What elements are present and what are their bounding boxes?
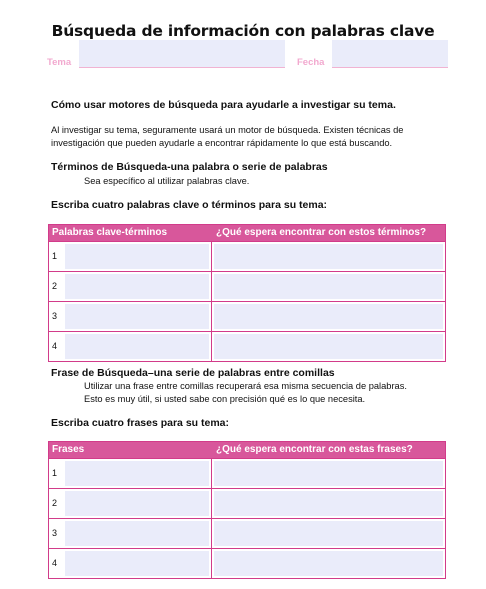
- tema-field[interactable]: [79, 40, 285, 68]
- keyword-input[interactable]: [65, 244, 209, 269]
- table-row: [49, 518, 445, 548]
- header-phrases: Frases: [52, 444, 85, 455]
- keyword-input[interactable]: [65, 334, 209, 359]
- fecha-label: Fecha: [297, 57, 325, 68]
- expectation-input[interactable]: [214, 551, 443, 576]
- column-divider: [211, 332, 212, 361]
- row-number: 4: [52, 341, 58, 351]
- column-divider: [211, 489, 212, 518]
- table-row: [49, 488, 445, 518]
- intro-line-2: investigación que pueden ayudarle a encontrar rápidamente lo que está buscando.: [51, 138, 393, 148]
- keyword-input[interactable]: [65, 274, 209, 299]
- intro-line-1: Al investigar su tema, seguramente usará un motor de búsqueda. Existen técnicas de: [51, 125, 404, 135]
- row-number: 3: [52, 528, 58, 538]
- column-divider: [211, 459, 212, 488]
- fecha-field[interactable]: [332, 40, 448, 68]
- table-row: [49, 548, 445, 578]
- row-number: 2: [52, 498, 58, 508]
- expectation-input[interactable]: [214, 244, 443, 269]
- table-row: [49, 331, 445, 361]
- column-divider: [211, 242, 212, 271]
- expectation-input[interactable]: [214, 521, 443, 546]
- header-expectation: ¿Qué espera encontrar con estas frases?: [216, 444, 413, 455]
- header-expectation: ¿Qué espera encontrar con estos términos?: [216, 227, 427, 238]
- column-divider: [211, 549, 212, 578]
- expectation-input[interactable]: [214, 491, 443, 516]
- phrases-table: [48, 441, 446, 579]
- expectation-input[interactable]: [214, 304, 443, 329]
- row-number: 1: [52, 468, 58, 478]
- row-number: 3: [52, 311, 58, 321]
- intro-heading: Cómo usar motores de búsqueda para ayudarle a investigar su tema.: [51, 99, 396, 111]
- table-header: [49, 442, 445, 458]
- expectation-input[interactable]: [214, 274, 443, 299]
- phrase-input[interactable]: [65, 491, 209, 516]
- expectation-input[interactable]: [214, 334, 443, 359]
- table-row: [49, 458, 445, 488]
- page-title: Búsqueda de información con palabras clave: [51, 22, 435, 40]
- table-row: [49, 301, 445, 331]
- column-divider: [211, 519, 212, 548]
- table-row: [49, 271, 445, 301]
- header-keywords: Palabras clave-términos: [52, 227, 168, 238]
- section1-text: Sea específico al utilizar palabras clave.: [84, 176, 250, 186]
- table-row: [49, 241, 445, 271]
- section2-text-1: Utilizar una frase entre comillas recuperará esa misma secuencia de palabras.: [84, 381, 407, 391]
- column-divider: [211, 272, 212, 301]
- row-number: 2: [52, 281, 58, 291]
- row-number: 1: [52, 251, 58, 261]
- row-number: 4: [52, 558, 58, 568]
- section2-prompt: Escriba cuatro frases para su tema:: [51, 417, 229, 429]
- table-header: [49, 225, 445, 241]
- phrase-input[interactable]: [65, 461, 209, 486]
- phrase-input[interactable]: [65, 551, 209, 576]
- keyword-input[interactable]: [65, 304, 209, 329]
- phrase-input[interactable]: [65, 521, 209, 546]
- tema-label: Tema: [47, 57, 72, 68]
- expectation-input[interactable]: [214, 461, 443, 486]
- section2-text-2: Esto es muy útil, si usted sabe con precisión qué es lo que necesita.: [84, 394, 366, 404]
- section2-heading: Frase de Búsqueda–una serie de palabras entre comillas: [51, 367, 335, 379]
- keywords-table: [48, 224, 446, 362]
- column-divider: [211, 302, 212, 331]
- section1-heading: Términos de Búsqueda-una palabra o serie de palabras: [51, 161, 328, 173]
- section1-prompt: Escriba cuatro palabras clave o términos para su tema:: [51, 199, 328, 211]
